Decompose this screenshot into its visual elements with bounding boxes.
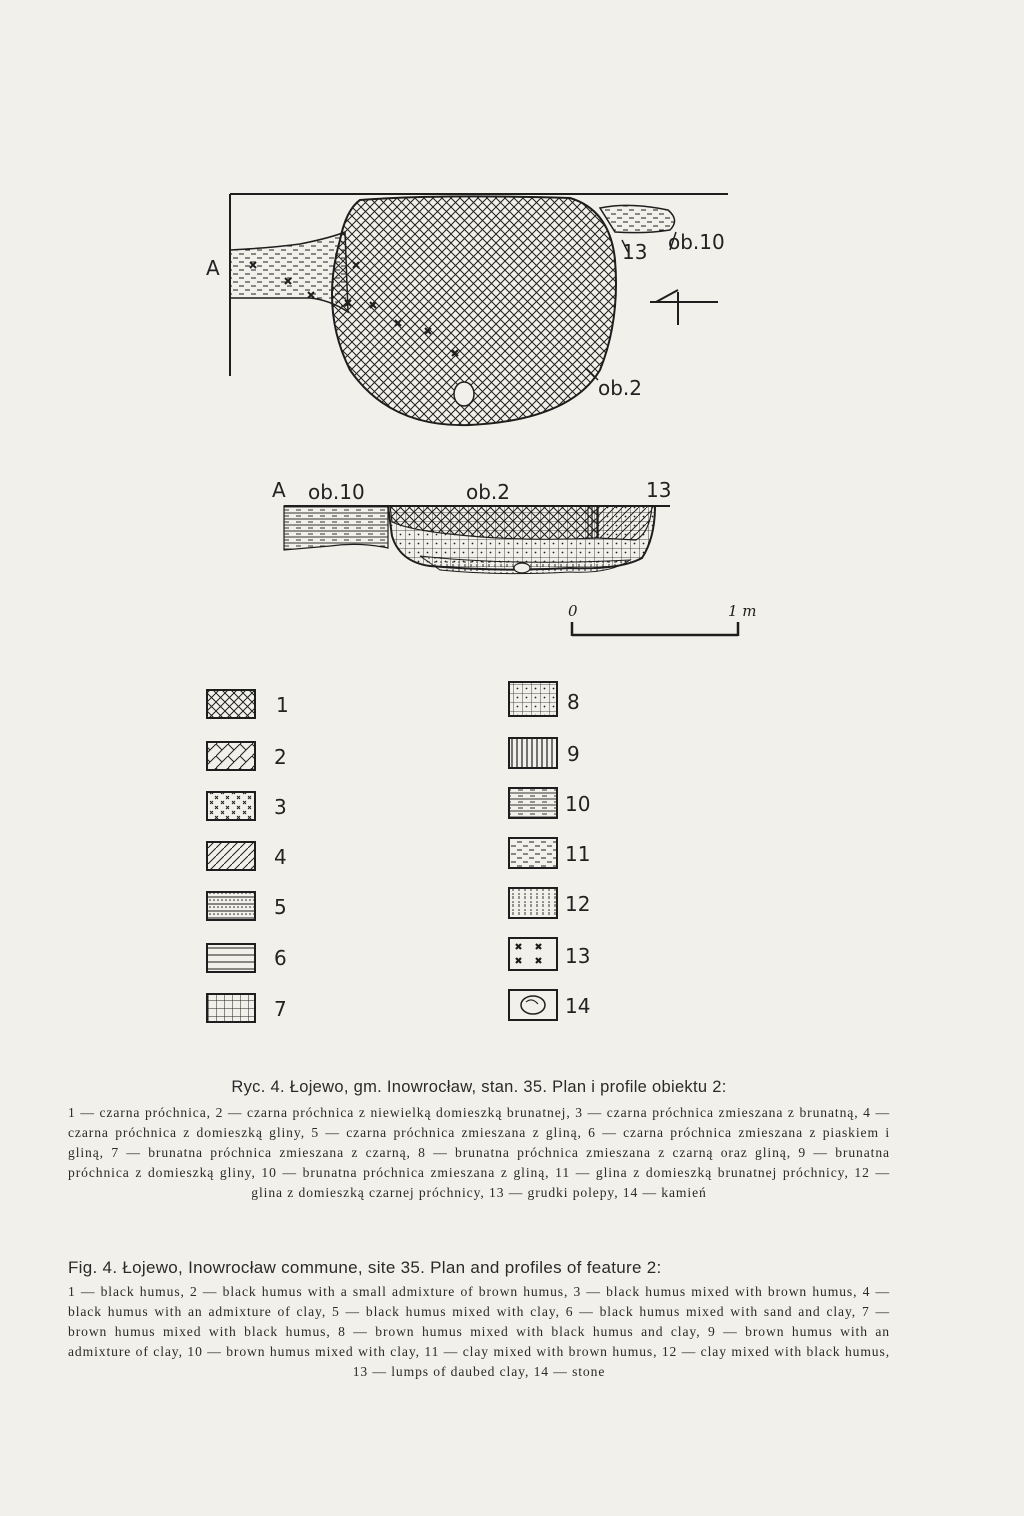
profile-label-a: A xyxy=(272,478,286,502)
legend-swatch-2 xyxy=(207,742,255,770)
legend-num-10: 10 xyxy=(565,792,591,816)
caption-english-title: Fig. 4. Łojewo, Inowrocław commune, site 35. Plan and profiles of feature 2: xyxy=(68,1258,662,1277)
profile-drawing xyxy=(270,476,690,586)
caption-polish-body: 1 — czarna próchnica, 2 — czarna próchnica z niewielką domieszką brunatnej, 3 — czarna próchnica zmieszana z brunatną, 4 — czarna próchnica z domieszką gliny, 5 — czarna próchnica zmieszana z gliną, 6 — czarna próchnica zmieszana z piaskiem i gliną, 7 — brunatna próchnica zmieszana z czarną, 8 — brunatna próchnica zmieszana z czarną oraz gliną, 9 — brunatna próchnica z domieszką gliny, 10 — brunatna próchnica zmieszana z gliną, 11 — glina z domieszką brunatnej próchnicy, 12 — glina z domieszką czarnej próchnicy, 13 — grudki polepy, 14 — kamień xyxy=(68,1105,890,1200)
profile-label-ob10: ob.10 xyxy=(308,480,365,504)
legend-swatch-14 xyxy=(509,990,557,1020)
caption-polish xyxy=(68,1078,890,1203)
legend-num-12: 12 xyxy=(565,892,591,916)
plan-svg xyxy=(190,180,750,440)
legend-num-6: 6 xyxy=(274,946,287,970)
legend-num-4: 4 xyxy=(274,845,287,869)
profile-label-ob2: ob.2 xyxy=(466,480,511,504)
scale-bar-graphic xyxy=(560,620,760,642)
legend-swatch-7 xyxy=(207,994,255,1022)
plan-drawing xyxy=(190,180,750,440)
layer-13-bulge xyxy=(600,205,675,232)
legend-num-13: 13 xyxy=(565,944,591,968)
legend-swatch-3 xyxy=(207,792,255,820)
ob10-layer xyxy=(230,232,348,312)
stone xyxy=(454,382,474,406)
legend-num-2: 2 xyxy=(274,745,287,769)
legend-swatch-6 xyxy=(207,944,255,972)
caption-polish-title: Ryc. 4. Łojewo, gm. Inowrocław, stan. 35. Plan i profile obiektu 2: xyxy=(231,1078,727,1096)
legend-swatch-1 xyxy=(207,690,255,718)
legend-swatch-8 xyxy=(509,682,557,716)
plan-label-ob10: ob.10 xyxy=(668,230,725,254)
profile-label-13: 13 xyxy=(646,478,672,502)
scale-end-label: 1 m xyxy=(728,602,757,620)
plan-label-ob2: ob.2 xyxy=(598,376,643,400)
scale-bar xyxy=(560,600,780,650)
legend-num-7: 7 xyxy=(274,997,287,1021)
scale-start-label: 0 xyxy=(568,602,578,620)
north-arrow xyxy=(650,290,718,325)
legend-num-5: 5 xyxy=(274,895,287,919)
legend-swatch-11 xyxy=(509,838,557,868)
legend-num-9: 9 xyxy=(567,742,580,766)
legend-num-14: 14 xyxy=(565,994,591,1018)
plan-label-13: 13 xyxy=(622,240,648,264)
legend-swatch-13 xyxy=(509,938,557,970)
profile-ob10-layer xyxy=(284,506,388,550)
legend-num-1: 1 xyxy=(276,693,289,717)
legend-swatch-4 xyxy=(207,842,255,870)
legend-swatch-5 xyxy=(207,892,255,920)
caption-english-body: 1 — black humus, 2 — black humus with a small admixture of brown humus, 3 — black humus mixed with brown humus, 4 — black humus with an admixture of clay, 5 — black humus mixed with clay, 6 — black humus mixed with sand and clay, 7 — brown humus mixed with black humus, 8 — brown humus mixed with black humus and clay, 9 — brown humus with an admixture of clay, 10 — brown humus mixed with clay, 11 — clay mixed with brown humus, 12 — clay mixed with black humus, 13 — lumps of daubed clay, 14 — stone xyxy=(68,1284,890,1379)
caption-english xyxy=(68,1258,890,1382)
legend-num-3: 3 xyxy=(274,795,287,819)
legend-num-8: 8 xyxy=(567,690,580,714)
legend-swatch-10 xyxy=(509,788,557,818)
legend-swatch-12 xyxy=(509,888,557,918)
plan-label-a: A xyxy=(206,256,220,280)
legend-swatch-9 xyxy=(509,738,557,768)
legend-num-11: 11 xyxy=(565,842,591,866)
